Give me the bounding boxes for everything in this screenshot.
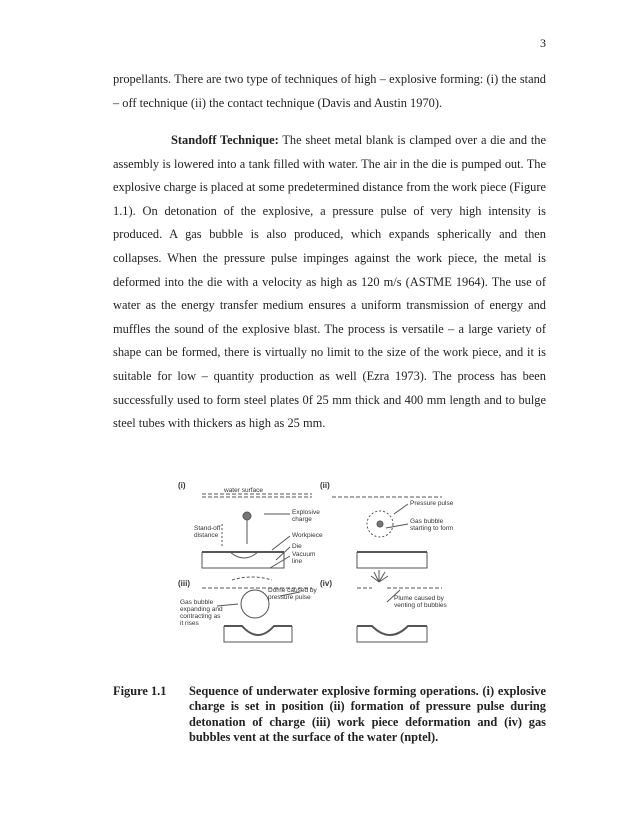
label-gas-expanding-4: it rises: [180, 620, 199, 627]
label-gas-expanding-1: Gas bubble: [180, 599, 214, 606]
label-gas-expanding-2: expanding and: [180, 606, 223, 613]
standoff-heading: Standoff Technique:: [171, 133, 279, 147]
label-explosive-2: charge: [292, 516, 312, 523]
label-standoff-2: distance: [194, 532, 219, 539]
label-standoff-1: Stand-off: [194, 525, 221, 532]
label-plume-2: venting of bubbles: [394, 602, 447, 609]
paragraph-standoff: [113, 129, 546, 436]
label-die: Die: [292, 543, 302, 550]
label-explosive-1: Explosive: [292, 509, 320, 516]
label-water-surface: water surface: [224, 487, 264, 494]
paragraph-intro: propellants. There are two type of techniques of high – explosive forming: (i) the stand – off technique (ii) the contact technique (Davis and Austin 1970).: [113, 72, 546, 110]
label-gas-expanding-3: contracting as: [180, 613, 221, 620]
label-gas-bubble-1: Gas bubble: [410, 518, 444, 525]
page-number: 3: [540, 36, 546, 50]
label-plume-1: Plume caused by: [394, 595, 444, 602]
die-block: [202, 552, 284, 568]
label-pressure-pulse: Pressure pulse: [410, 500, 454, 507]
die-block-ii: [357, 552, 427, 568]
figure-explosive-forming: [172, 476, 472, 666]
gas-bubble-iii: [241, 590, 269, 618]
label-dome-2: pressure pulse: [268, 594, 311, 601]
figure-diagram: [172, 476, 472, 666]
panel-label-i: (i): [178, 481, 186, 490]
deformed-workpiece: [224, 626, 292, 635]
standoff-body: The sheet metal blank is clamped over a die and the assembly is lowered into a tank filled with water. The air in the die is pumped out. The explosive charge is placed at some predetermined distance from the work piece (Figure 1.1). On detonation of the explosive, a pressure pulse of very high intensity is produced. A gas bubble is also produced, which expands spherically and then collapses. When the pressure pulse impinges against the work piece, the metal is deformed into the die with a velocity as high as 120 m/s (ASTME 1964). The use of water as the energy transfer medium ensures a uniform transmission of energy and muffles the sound of the explosive blast. The process is versatile – a large variety of shape can be formed, there is virtually no limit to the size of the work piece, and it is suitable for low – quantity production as well (Ezra 1973). The process has been successfully used to form steel plates 0f 25 mm thick and 400 mm length and to bulge steel tubes with thickers as high as 25 mm.: [113, 133, 546, 431]
label-workpiece: Workpiece: [292, 532, 323, 539]
label-gas-bubble-2: starting to form: [410, 525, 454, 532]
formed-workpiece-iv: [357, 626, 427, 635]
caption-text: Sequence of underwater explosive forming operations. (i) explosive charge is set in position (ii) formation of pressure pulse during detonation of charge (iii) work piece deformation and (iv) gas bubbles vent at the surface of the water (nptel).: [189, 684, 546, 744]
caption-label: Figure 1.1: [113, 684, 167, 698]
panel-label-iv: (iv): [320, 579, 332, 588]
panel-label-ii: (ii): [320, 481, 330, 490]
panel-label-iii: (iii): [178, 579, 190, 588]
label-dome-1: Dome caused by: [268, 587, 317, 594]
explosive-charge-mark: [243, 512, 251, 520]
label-vacuum-2: line: [292, 558, 303, 565]
figure-caption: [113, 684, 546, 745]
label-vacuum-1: Vacuum: [292, 551, 316, 558]
